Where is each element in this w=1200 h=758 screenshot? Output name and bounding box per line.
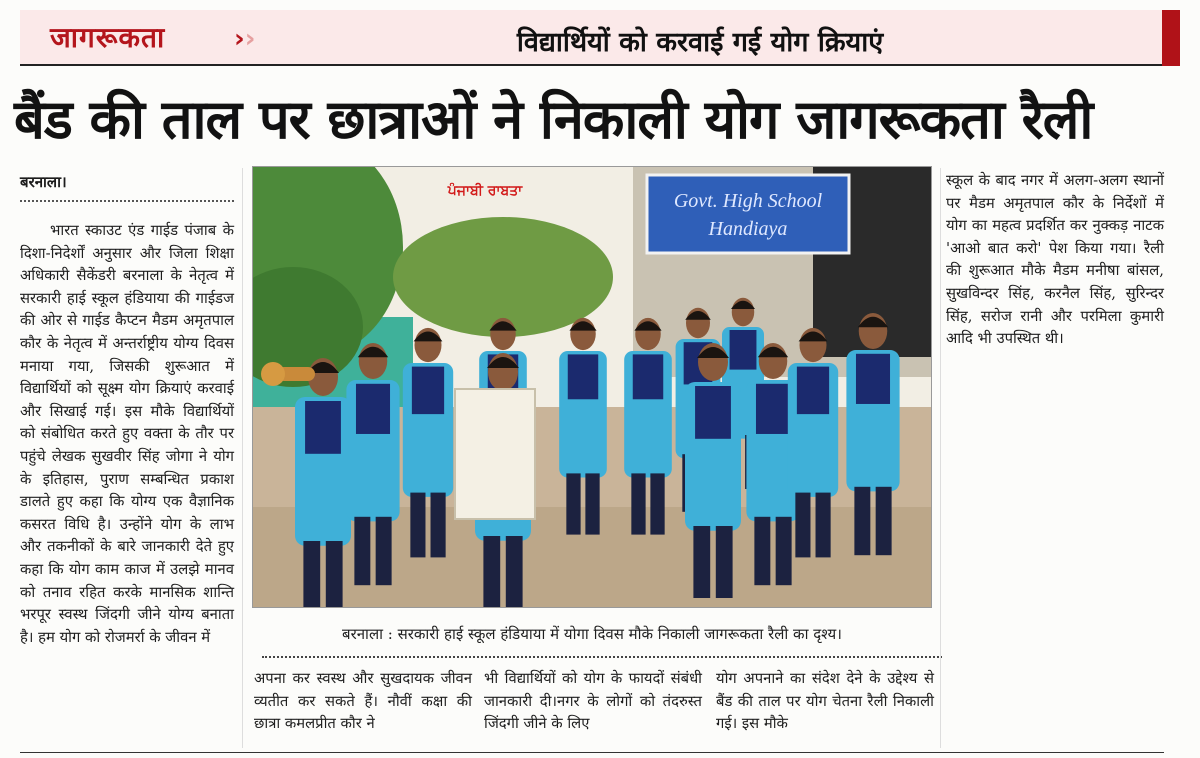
student-figure-part xyxy=(483,536,500,608)
student-figure-part xyxy=(693,526,710,598)
section-banner xyxy=(20,10,1164,66)
news-photo xyxy=(252,166,932,608)
student-figure-part xyxy=(633,354,663,399)
student-figure-part xyxy=(716,526,733,598)
column-rule xyxy=(940,168,941,748)
student-figure-part xyxy=(650,473,664,534)
student-figure-part xyxy=(412,367,444,415)
school-banner-line1: Govt. High School xyxy=(673,190,823,212)
student-figure-part xyxy=(506,536,523,608)
student-figure-part xyxy=(795,493,810,558)
student-figure-part xyxy=(303,541,320,608)
student-figure-part xyxy=(756,384,790,434)
student-figure-part xyxy=(754,517,770,585)
article-column-4a: योग अपनाने का संदेश देने के उद्देश्य से बैंड की ताल पर योग चेतना रैली निकाली गई। इस मौके xyxy=(716,670,934,733)
photo-watermark: ਪੰਜਾਬੀ ਰਾਬਤਾ xyxy=(447,183,523,199)
article-column-4b: स्कूल के बाद नगर में अलग-अलग स्थानों पर मैडम अमृतपाल कौर के निर्देशों में योग का महत्व प्रदर्शित कर नुक्कड़ नाटक 'आओ बात करो' पेश किया गया। रैली की शुरूआत मौके मैडम मनीषा बांसल, सुखविन्दर सिंह, करनैल सिंह, सुरिन्दर सिंह, सरोज रानी और परमिला कुमारी आदि भी उपस्थित थी। xyxy=(946,172,1164,348)
section-label: जागरूकता xyxy=(50,21,166,54)
student-figure-part xyxy=(816,493,831,558)
student-figure-part xyxy=(730,330,757,370)
banner-accent-bar xyxy=(1162,10,1180,66)
student-figure-part xyxy=(354,517,370,585)
student-figure-part xyxy=(854,487,870,555)
student-figure-part xyxy=(376,517,392,585)
student-figure-part xyxy=(410,493,425,558)
column-rule xyxy=(242,168,243,748)
student-figure-part xyxy=(431,493,446,558)
photo-caption: बरनाला : सरकारी हाई स्कूल हंडियाया में योगा दिवस मौके निकाली जागरूकता रैली का दृश्य। xyxy=(342,625,842,643)
photo-scene xyxy=(253,167,932,608)
student-figure-part xyxy=(695,386,731,439)
kicker-headline: विद्यार्थियों को करवाई गई योग क्रियाएं xyxy=(516,27,884,58)
article-column-1: भारत स्काउट एंड गाईड पंजाब के दिशा-निदेर्शों अनुसार और जिला शिक्षा अधिकारी सैकेंडरी बरनाला के नेतृत्व में सरकारी हाई स्कूल हंडियाया की गाईडज की ओर से गाईड कैप्टन मैडम अमृतपाल कौर के नेतृत्व में अन्तर्राष्ट्रीय योग्य दिवस मनाया गया, जिसकी शुरूआत में विद्यार्थियों को सूक्ष्म योग क्रियाएं करवाई और सिखाई गई। इस मौके विद्यार्थियों को संबोधित करते हुए वक्ता के तौर पर पहुंचे लेखक सुखवीर सिंह जोगा ने योग के इतिहास, पुराण सम्बन्धित प्रकाश डालते हुए कहा कि योग्य एक वैज्ञानिक कसरत विधि है। उन्होंने योग के लाभ और तकनीकों के बारे जानकारी देते हुए कहा कि योग काम काज में उलझे मानव को तनाव रहित करके मानसिक शान्ति भरपूर स्वस्थ जिंदगी जीने योग्य बनाता है। हम योग को रोजमर्रा के जीवन में xyxy=(20,222,234,646)
student-figure-part xyxy=(776,517,792,585)
student-figure-part xyxy=(631,473,645,534)
student-figure-part xyxy=(566,473,580,534)
student-figure-part xyxy=(326,541,343,608)
dateline-divider xyxy=(20,200,234,202)
article-column-2: अपना कर स्वस्थ और सुखदायक जीवन व्यतीत कर सकते हैं। नौवीं कक्षा की छात्रा कमलप्रीत कौर ने xyxy=(254,670,472,733)
student-figure-part xyxy=(856,354,890,404)
student-figure-part xyxy=(356,384,390,434)
student-figure-part xyxy=(876,487,892,555)
chevron-right-icon: ›› xyxy=(234,24,256,54)
caption-divider xyxy=(262,656,942,658)
dateline: बरनाला। xyxy=(20,173,67,191)
student-figure-part xyxy=(797,367,829,415)
main-headline: बैंड की ताल पर छात्राओं ने निकाली योग जागरूकता रैली xyxy=(14,88,1093,151)
school-banner-line2: Handiaya xyxy=(708,218,788,240)
article-column-3: भी विद्यार्थियों को योग के फायदों संबंधी जानकारी दी।नगर के लोगों को तंदरुस्त जिंदगी जीने के लिए xyxy=(484,670,702,733)
student-figure-part xyxy=(568,354,598,399)
student-figure-part xyxy=(585,473,599,534)
student-figure-part xyxy=(305,401,341,454)
page-bottom-rule xyxy=(20,752,1164,753)
